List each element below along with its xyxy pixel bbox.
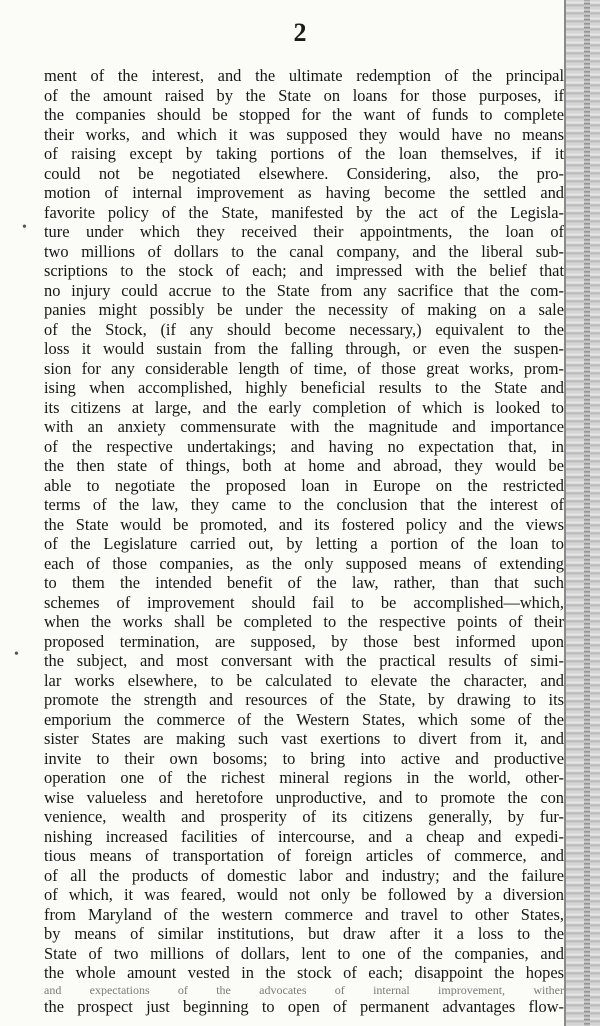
text-line: the whole amount vested in the stock of each; disappoint the hopes xyxy=(44,963,564,982)
text-line: State of two millions of dollars, lent to one of the companies, and xyxy=(44,943,564,963)
text-line: from Maryland of the western commerce and travel to other States, xyxy=(44,904,564,924)
text-line: the companies should be stopped for the want of funds to complete xyxy=(44,105,564,124)
text-line: the State would be promoted, and its fostered policy and the views xyxy=(44,514,564,534)
text-line: of all the products of domestic labor and industry; and the failure xyxy=(44,865,564,885)
text-line: ment of the interest, and the ultimate redemption of the principal xyxy=(44,66,564,85)
text-line: sister States are making such vast exertions to divert from it, and xyxy=(44,729,564,748)
text-line: lar works elsewhere, to be calculated to elevate the character, and xyxy=(44,670,564,690)
text-line: scriptions to the stock of each; and impressed with the belief that xyxy=(44,261,564,280)
text-line: proposed termination, are supposed, by those best informed upon xyxy=(44,631,564,651)
text-line: its citizens at large, and the early completion of which is looked to xyxy=(44,397,564,417)
text-line: ising when accomplished, highly beneficial results to the State and xyxy=(44,378,564,397)
text-line: nishing increased facilities of intercourse, and a cheap and expedi- xyxy=(44,826,564,846)
text-line: each of those companies, as the only supposed means of extending xyxy=(44,553,564,573)
text-line-faded: and expectations of the advocates of internal improvement, wither xyxy=(44,983,564,996)
text-line: favorite policy of the State, manifested by the act of the Legisla- xyxy=(44,202,564,222)
text-line: panies might possibly be under the necessity of making on a sale xyxy=(44,300,564,319)
text-line: schemes of improvement should fail to be accomplished—which, xyxy=(44,592,564,612)
text-line: of raising except by taking portions of the loan themselves, if it xyxy=(44,144,564,163)
text-line: could not be negotiated elsewhere. Considering, also, the pro- xyxy=(44,163,564,183)
text-line: to them the intended benefit of the law, rather, than that such xyxy=(44,573,564,592)
text-line: when the works shall be completed to the respective points of their xyxy=(44,612,564,631)
page-number: 2 xyxy=(293,18,307,47)
text-line: ture under which they received their appointments, the loan of xyxy=(44,222,564,241)
text-line: loss it would sustain from the falling through, or even the suspen- xyxy=(44,339,564,358)
text-line: with an anxiety commensurate with the magnitude and importance xyxy=(44,417,564,436)
text-line: the subject, and most conversant with the practical results of simi- xyxy=(44,651,564,670)
text-line: two millions of dollars to the canal company, and the liberal sub- xyxy=(44,241,564,261)
text-line: venience, wealth and prosperity of its citizens generally, by fur- xyxy=(44,807,564,826)
text-line: of the Legislature carried out, by letting a portion of the loan to xyxy=(44,534,564,553)
text-line: the prospect just beginning to open of permanent advantages flow- xyxy=(44,996,564,1016)
text-line: by means of similar institutions, but draw after it a loss to the xyxy=(44,924,564,943)
text-line: able to negotiate the proposed loan in Europe on the restricted xyxy=(44,475,564,495)
text-line: emporium the commerce of the Western States, which some of the xyxy=(44,709,564,729)
text-line: of the respective undertakings; and having no expectation that, in xyxy=(44,436,564,456)
text-line: wise valueless and heretofore unproductive, and to promote the con xyxy=(44,787,564,807)
spine-stitching xyxy=(584,0,590,1026)
text-line: invite to their own bosoms; to bring into active and productive xyxy=(44,748,564,768)
text-line: operation one of the richest mineral regions in the world, other- xyxy=(44,768,564,787)
body-text xyxy=(44,66,564,1016)
text-line: no injury could accrue to the State from any sacrifice that the com- xyxy=(44,280,564,300)
text-line: sion for any considerable length of time, of those great works, prom- xyxy=(44,358,564,378)
text-line: tious means of transportation of foreign articles of commerce, and xyxy=(44,846,564,865)
text-line: terms of the law, they came to the conclusion that the interest of xyxy=(44,495,564,514)
text-line: of the amount raised by the State on loans for those purposes, if xyxy=(44,85,564,105)
text-line: promote the strength and resources of the State, by drawing to its xyxy=(44,690,564,709)
text-line: their works, and which it was supposed they would have no means xyxy=(44,124,564,144)
text-line: of the Stock, (if any should become necessary,) equivalent to the xyxy=(44,319,564,339)
text-line: of which, it was feared, would not only be followed by a diversion xyxy=(44,885,564,904)
book-spine-edge xyxy=(564,0,600,1026)
text-line: the then state of things, both at home and abroad, they would be xyxy=(44,456,564,475)
margin-mark: • xyxy=(14,647,19,662)
text-line: motion of internal improvement as having become the settled and xyxy=(44,183,564,202)
margin-mark: • xyxy=(22,220,27,235)
